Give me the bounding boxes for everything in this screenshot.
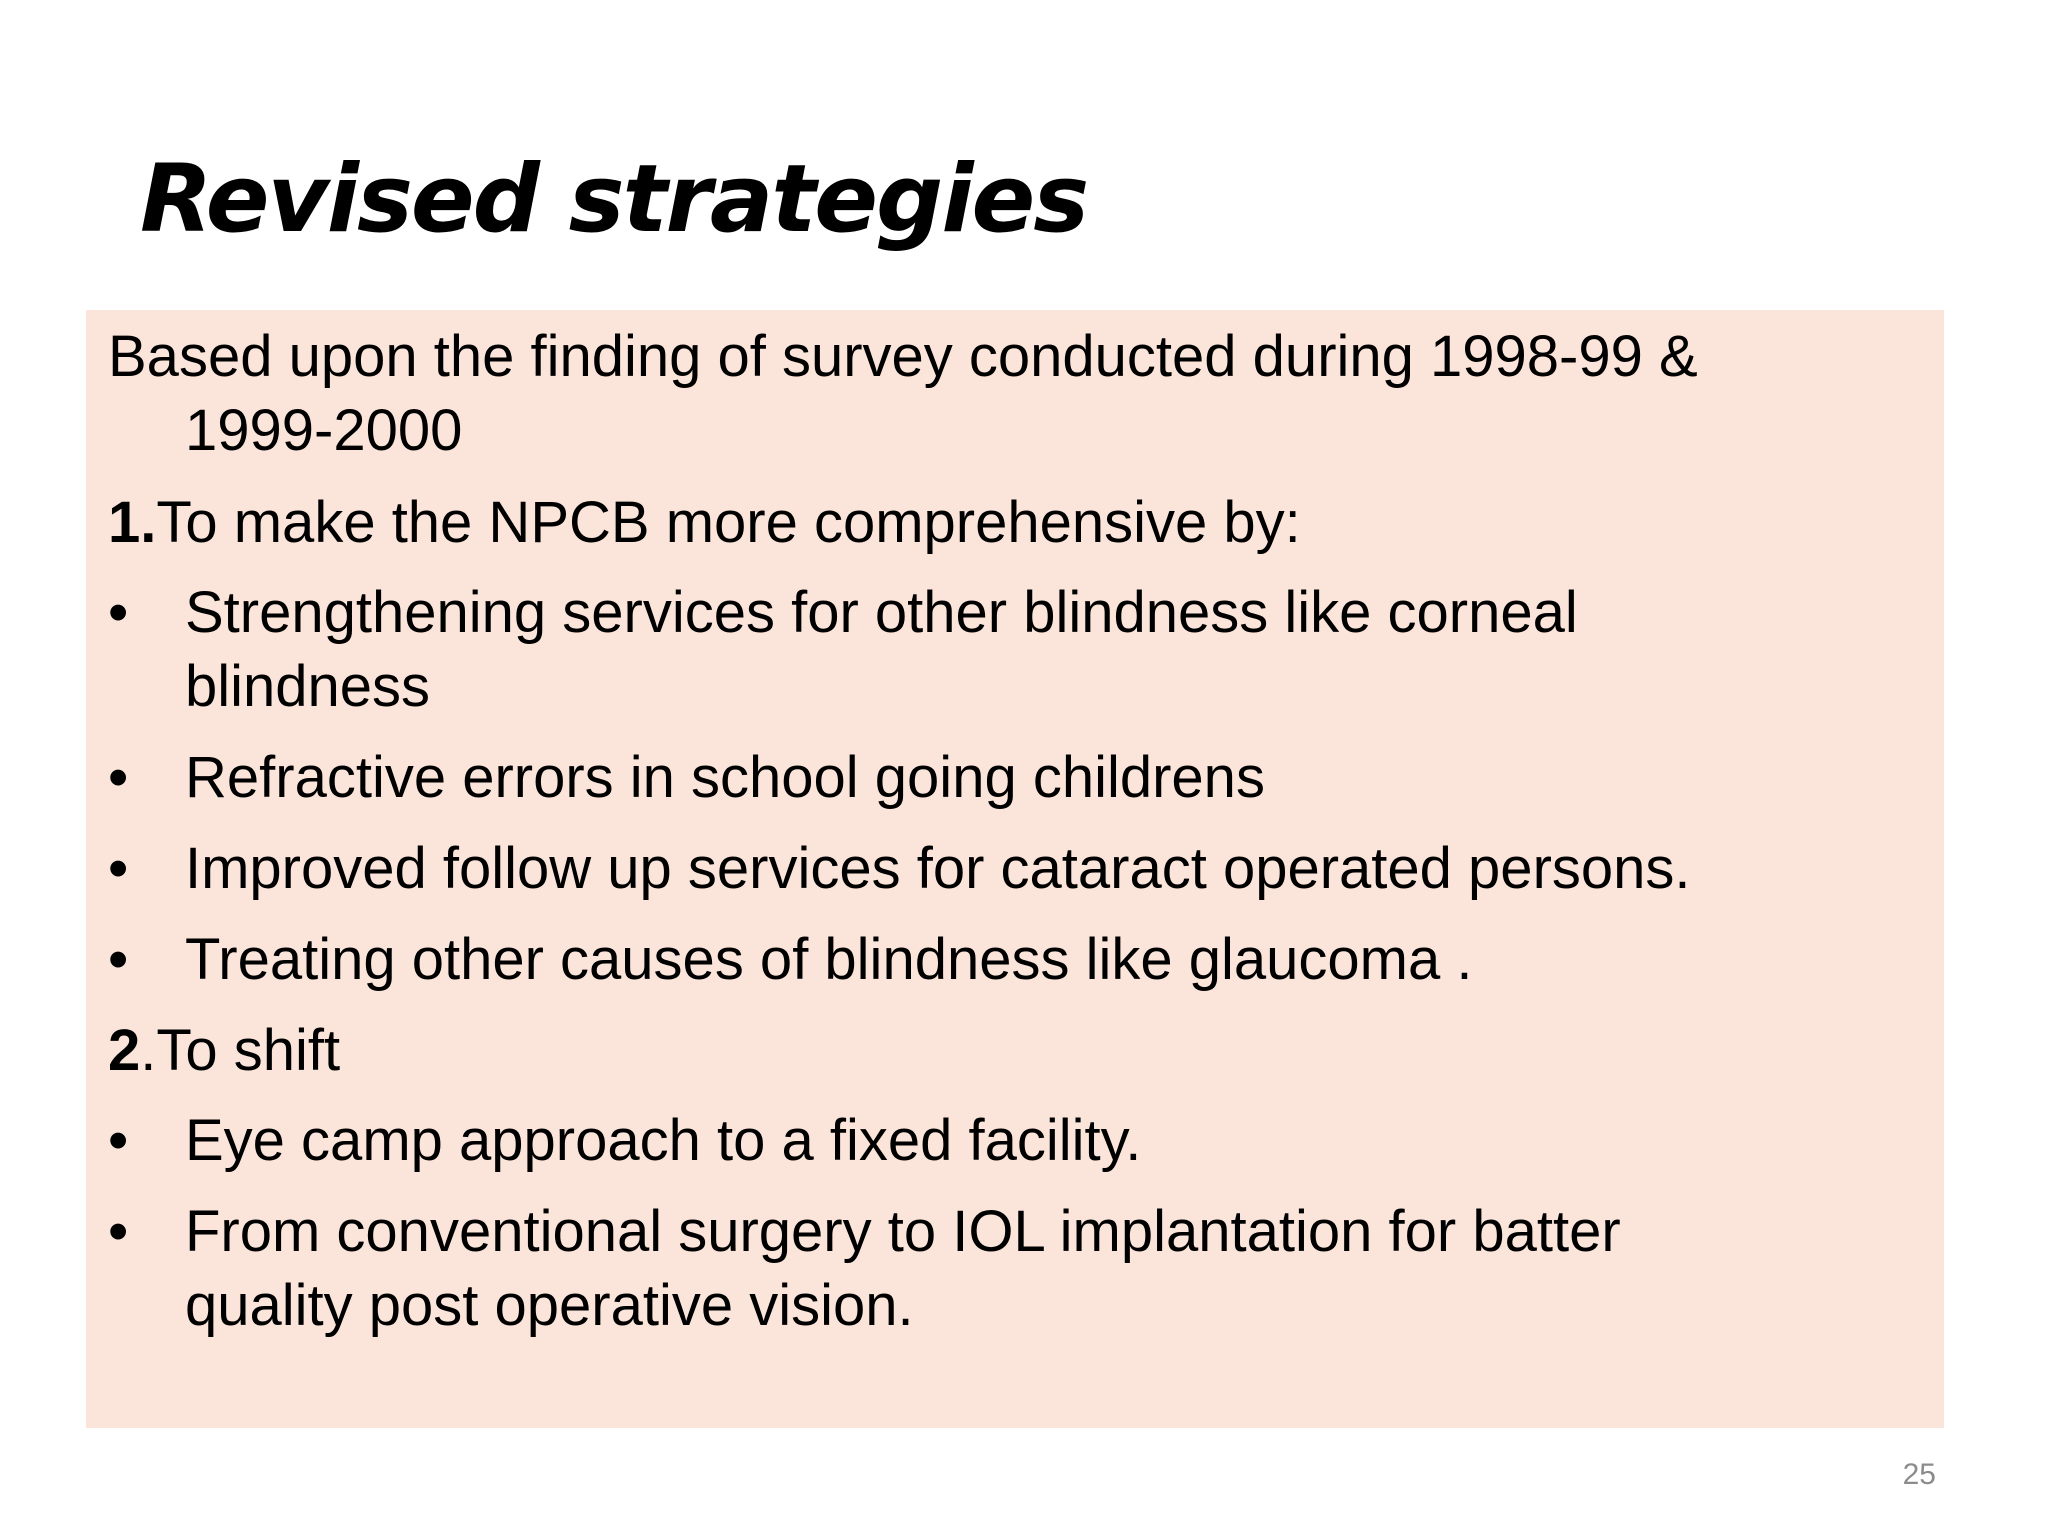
bullet-text: Strengthening services for other blindness like corneal	[185, 580, 1578, 645]
bullet-text-continued: quality post operative vision.	[185, 1273, 914, 1338]
bullet-icon: •	[108, 836, 129, 901]
list-item	[108, 1104, 1944, 1178]
bullet-icon: •	[108, 1199, 129, 1264]
section-1-text: To make the NPCB more comprehensive by:	[156, 490, 1301, 555]
bullet-text: Refractive errors in school going childrens	[185, 745, 1265, 810]
page-number: 25	[1902, 1458, 1936, 1491]
bullet-icon: •	[108, 580, 129, 645]
bullet-icon: •	[108, 1108, 129, 1173]
intro-line-2: 1999-2000	[185, 398, 463, 463]
intro-line-1: Based upon the finding of survey conducted during 1998-99 &	[108, 324, 1698, 389]
list-item	[108, 832, 1944, 906]
section-1-heading	[108, 486, 1944, 560]
list-item	[108, 923, 1944, 997]
bullet-text: Improved follow up services for cataract operated persons.	[185, 836, 1691, 901]
bullet-text: Eye camp approach to a fixed facility.	[185, 1108, 1142, 1173]
bullet-text-continued: blindness	[185, 654, 431, 719]
list-item	[108, 741, 1944, 815]
intro-paragraph	[108, 320, 1944, 468]
list-item	[108, 576, 1944, 724]
slide-title: Revised strategies	[140, 145, 1088, 254]
bullet-text: Treating other causes of blindness like glaucoma .	[185, 927, 1473, 992]
bullet-icon: •	[108, 927, 129, 992]
bullet-icon: •	[108, 745, 129, 810]
section-2-heading	[108, 1014, 1944, 1088]
section-2-number: 2	[108, 1018, 141, 1083]
section-1-number: 1.	[108, 490, 157, 555]
section-2-text: .To shift	[140, 1018, 341, 1083]
content-box	[86, 310, 1944, 1428]
list-item	[108, 1195, 1944, 1343]
bullet-text: From conventional surgery to IOL implantation for batter	[185, 1199, 1621, 1264]
